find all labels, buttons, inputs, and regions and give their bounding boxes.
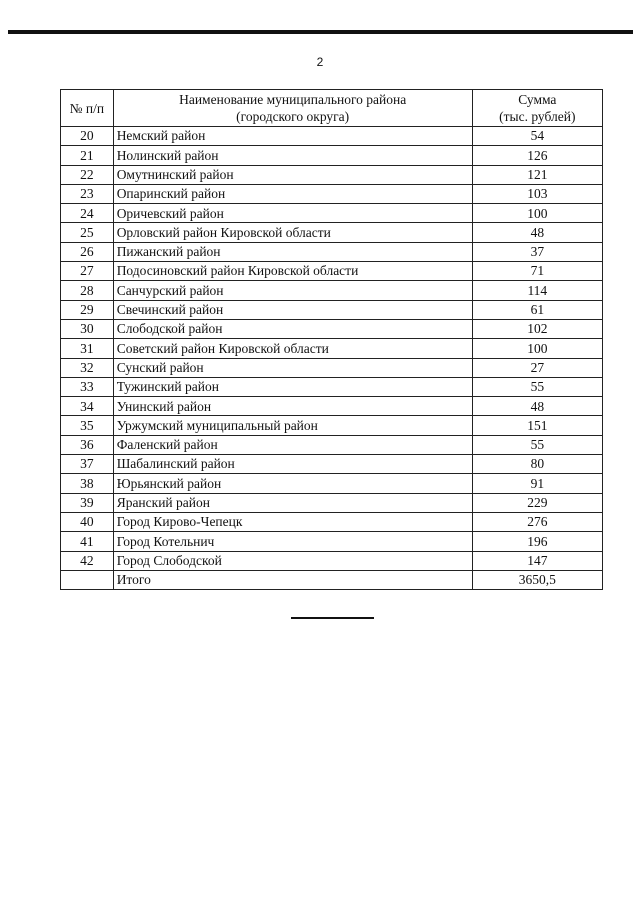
row-num: 24 xyxy=(61,204,114,223)
row-name: Город Кирово-Чепецк xyxy=(113,512,472,531)
header-name xyxy=(113,90,472,127)
row-num: 32 xyxy=(61,358,114,377)
row-name: Пижанский район xyxy=(113,242,472,261)
row-sum: 55 xyxy=(472,435,602,454)
row-sum: 91 xyxy=(472,474,602,493)
top-rule xyxy=(8,30,633,34)
row-num: 40 xyxy=(61,512,114,531)
row-num xyxy=(61,570,114,589)
row-num: 33 xyxy=(61,377,114,396)
table-row xyxy=(61,435,603,454)
row-sum: 102 xyxy=(472,319,602,338)
row-sum: 229 xyxy=(472,493,602,512)
table-header-row xyxy=(61,90,603,127)
row-sum: 80 xyxy=(472,455,602,474)
row-sum: 196 xyxy=(472,532,602,551)
header-sum xyxy=(472,90,602,127)
row-num: 30 xyxy=(61,319,114,338)
table-row xyxy=(61,339,603,358)
row-num: 31 xyxy=(61,339,114,358)
row-name: Советский район Кировской области xyxy=(113,339,472,358)
total-row xyxy=(61,570,603,589)
row-name: Шабалинский район xyxy=(113,455,472,474)
row-sum: 61 xyxy=(472,300,602,319)
table-row xyxy=(61,474,603,493)
table-row xyxy=(61,184,603,203)
table-row xyxy=(61,319,603,338)
row-sum: 54 xyxy=(472,127,602,146)
row-sum: 147 xyxy=(472,551,602,570)
table-row xyxy=(61,262,603,281)
row-sum: 100 xyxy=(472,339,602,358)
row-name: Фаленский район xyxy=(113,435,472,454)
row-num: 36 xyxy=(61,435,114,454)
allocation-table xyxy=(60,89,603,590)
row-num: 42 xyxy=(61,551,114,570)
row-num: 20 xyxy=(61,127,114,146)
row-sum: 114 xyxy=(472,281,602,300)
table-row xyxy=(61,300,603,319)
row-name: Город Котельнич xyxy=(113,532,472,551)
table-row xyxy=(61,455,603,474)
row-num: 26 xyxy=(61,242,114,261)
row-name: Нолинский район xyxy=(113,146,472,165)
row-name: Сунский район xyxy=(113,358,472,377)
row-name: Свечинский район xyxy=(113,300,472,319)
header-name-line2: (городского округа) xyxy=(236,109,350,124)
row-name: Орловский район Кировской области xyxy=(113,223,472,242)
row-name: Слободской район xyxy=(113,319,472,338)
row-num: 37 xyxy=(61,455,114,474)
row-num: 34 xyxy=(61,397,114,416)
table-row xyxy=(61,416,603,435)
row-num: 21 xyxy=(61,146,114,165)
row-sum: 37 xyxy=(472,242,602,261)
table-row xyxy=(61,512,603,531)
table-row xyxy=(61,223,603,242)
table-row xyxy=(61,493,603,512)
row-name: Город Слободской xyxy=(113,551,472,570)
row-name: Яранский район xyxy=(113,493,472,512)
table-row xyxy=(61,532,603,551)
row-sum: 48 xyxy=(472,397,602,416)
row-num: 39 xyxy=(61,493,114,512)
table-row xyxy=(61,204,603,223)
row-sum: 48 xyxy=(472,223,602,242)
row-sum: 71 xyxy=(472,262,602,281)
row-name: Оричевский район xyxy=(113,204,472,223)
row-num: 22 xyxy=(61,165,114,184)
row-name: Омутнинский район xyxy=(113,165,472,184)
closing-rule xyxy=(291,617,374,619)
page-number: 2 xyxy=(316,55,324,69)
table-row xyxy=(61,146,603,165)
row-num: 35 xyxy=(61,416,114,435)
header-name-line1: Наименование муниципального района xyxy=(179,92,407,107)
row-num: 29 xyxy=(61,300,114,319)
row-num: 25 xyxy=(61,223,114,242)
table-row xyxy=(61,397,603,416)
row-num: 23 xyxy=(61,184,114,203)
table-row xyxy=(61,242,603,261)
table-row xyxy=(61,281,603,300)
row-sum: 103 xyxy=(472,184,602,203)
header-sum-line2: (тыс. рублей) xyxy=(499,109,576,124)
row-name: Тужинский район xyxy=(113,377,472,396)
row-sum: 3650,5 xyxy=(472,570,602,589)
row-num: 28 xyxy=(61,281,114,300)
row-name: Уржумский муниципальный район xyxy=(113,416,472,435)
row-name: Подосиновский район Кировской области xyxy=(113,262,472,281)
row-sum: 55 xyxy=(472,377,602,396)
row-name: Опаринский район xyxy=(113,184,472,203)
table-row xyxy=(61,551,603,570)
row-name: Санчурский район xyxy=(113,281,472,300)
header-sum-line1: Сумма xyxy=(518,92,557,107)
row-sum: 100 xyxy=(472,204,602,223)
table-row xyxy=(61,127,603,146)
row-sum: 126 xyxy=(472,146,602,165)
row-num: 38 xyxy=(61,474,114,493)
row-name: Немский район xyxy=(113,127,472,146)
row-sum: 27 xyxy=(472,358,602,377)
row-num: 41 xyxy=(61,532,114,551)
table-row xyxy=(61,165,603,184)
table-body xyxy=(61,127,603,590)
row-name: Итого xyxy=(113,570,472,589)
header-num: № п/п xyxy=(61,90,114,127)
table-row xyxy=(61,358,603,377)
table-row xyxy=(61,377,603,396)
row-sum: 121 xyxy=(472,165,602,184)
row-num: 27 xyxy=(61,262,114,281)
row-name: Унинский район xyxy=(113,397,472,416)
row-name: Юрьянский район xyxy=(113,474,472,493)
row-sum: 151 xyxy=(472,416,602,435)
row-sum: 276 xyxy=(472,512,602,531)
